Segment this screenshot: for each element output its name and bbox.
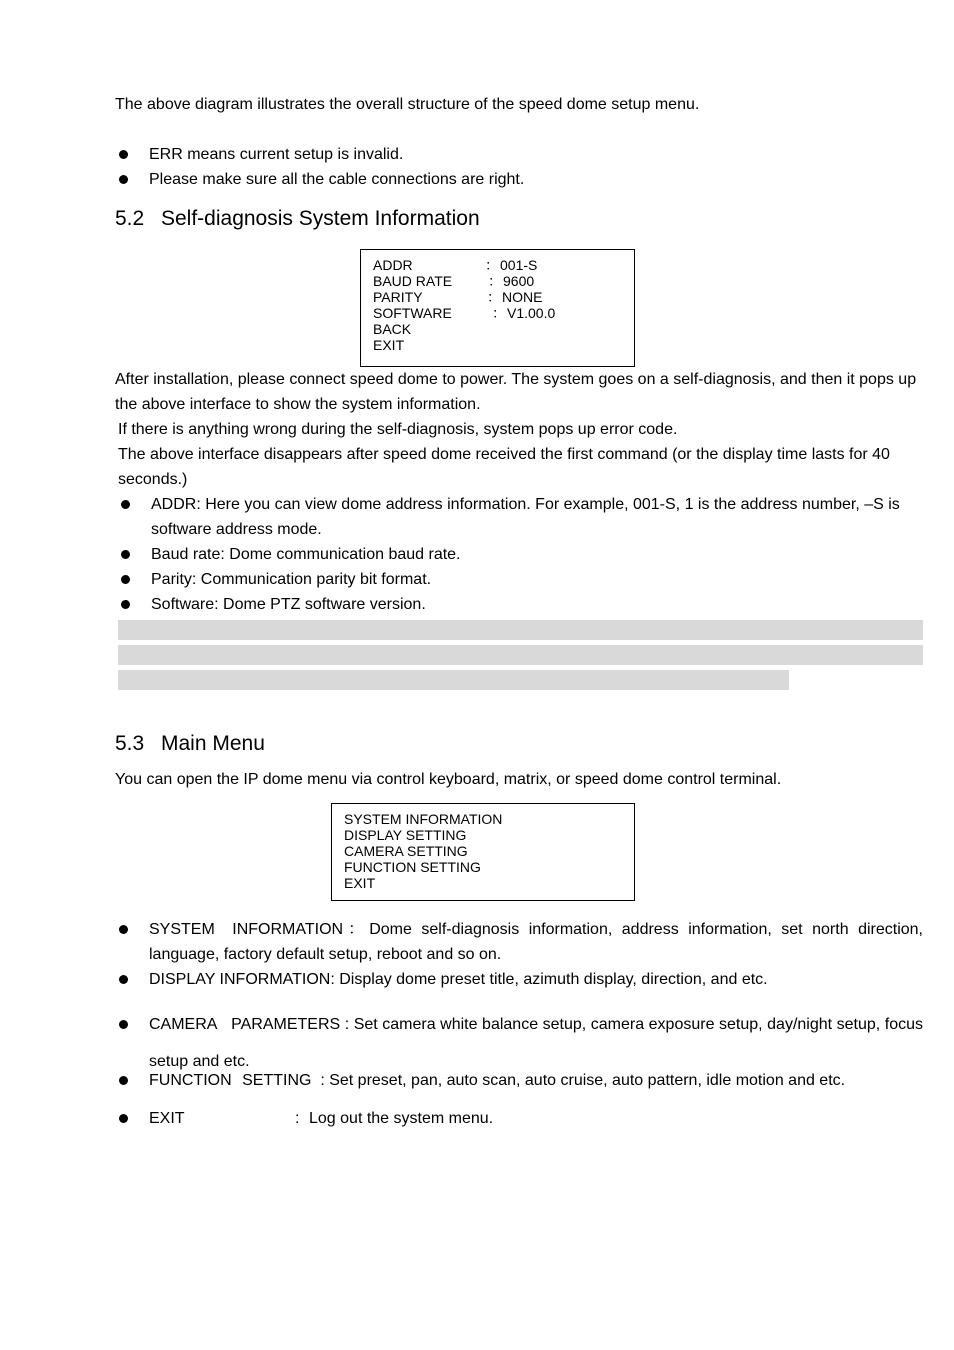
list-item: CAMERA PARAMETERS : Set camera white balance setup, camera exposure setup, day/night setup, focus setup and etc. [115,1006,923,1080]
bullet-icon [119,925,128,934]
bullet-icon [119,1076,128,1085]
bullet-icon [119,175,128,184]
main-menu-panel [331,803,635,901]
redacted-bar [118,670,789,690]
panel-exit-item: EXIT [373,337,405,353]
section-heading-5-2: 5.2 Self-diagnosis System Information [115,207,480,230]
list-item: SYSTEM INFORMATION：Dome self-diagnosis information, address information, set north direction, language, factory default setup, reboot and so on. [115,917,923,967]
panel-back-item: BACK [373,321,412,337]
body-paragraph: The above interface disappears after speed dome received the first command (or the display time lasts for 40 seconds.) [118,446,890,488]
bullet-icon [121,550,130,559]
menu-item-camera-setting: CAMERA SETTING [344,843,468,859]
redacted-bar [118,645,923,665]
bullet-icon [121,600,130,609]
system-info-panel: ADDR ： 001-S BAUD RATE ： 9600 PARITY ： NONE SOFTWARE ： V1.00.0 BACK EXIT [360,249,635,367]
bullet-icon [121,500,130,509]
bullet-icon [119,1114,128,1123]
list-item: ADDR: Here you can view dome address information. For example, 001-S, 1 is the address number, –S is software address mode. [115,492,923,542]
bullet-icon [119,1020,128,1029]
menu-item-function-setting: FUNCTION SETTING [344,859,481,875]
menu-item-system-information: SYSTEM INFORMATION [344,811,503,827]
bullet-icon [119,150,128,159]
body-paragraph: After installation, please connect speed dome to power. The system goes on a self-diagnosis, and then it pops up the above interface to show the system information. [115,371,917,413]
menu-item-display-setting: DISPLAY SETTING [344,827,467,843]
body-paragraph: You can open the IP dome menu via control keyboard, matrix, or speed dome control terminal. [115,771,782,788]
intro-paragraph: The above diagram illustrates the overall structure of the speed dome setup menu. [115,96,700,113]
body-paragraph: If there is anything wrong during the self-diagnosis, system pops up error code. [118,421,678,438]
bullet-icon [119,975,128,984]
menu-item-exit: EXIT [344,875,376,891]
redacted-bar [118,620,923,640]
bullet-icon [121,575,130,584]
section-heading-5-3: 5.3 Main Menu [115,732,265,755]
